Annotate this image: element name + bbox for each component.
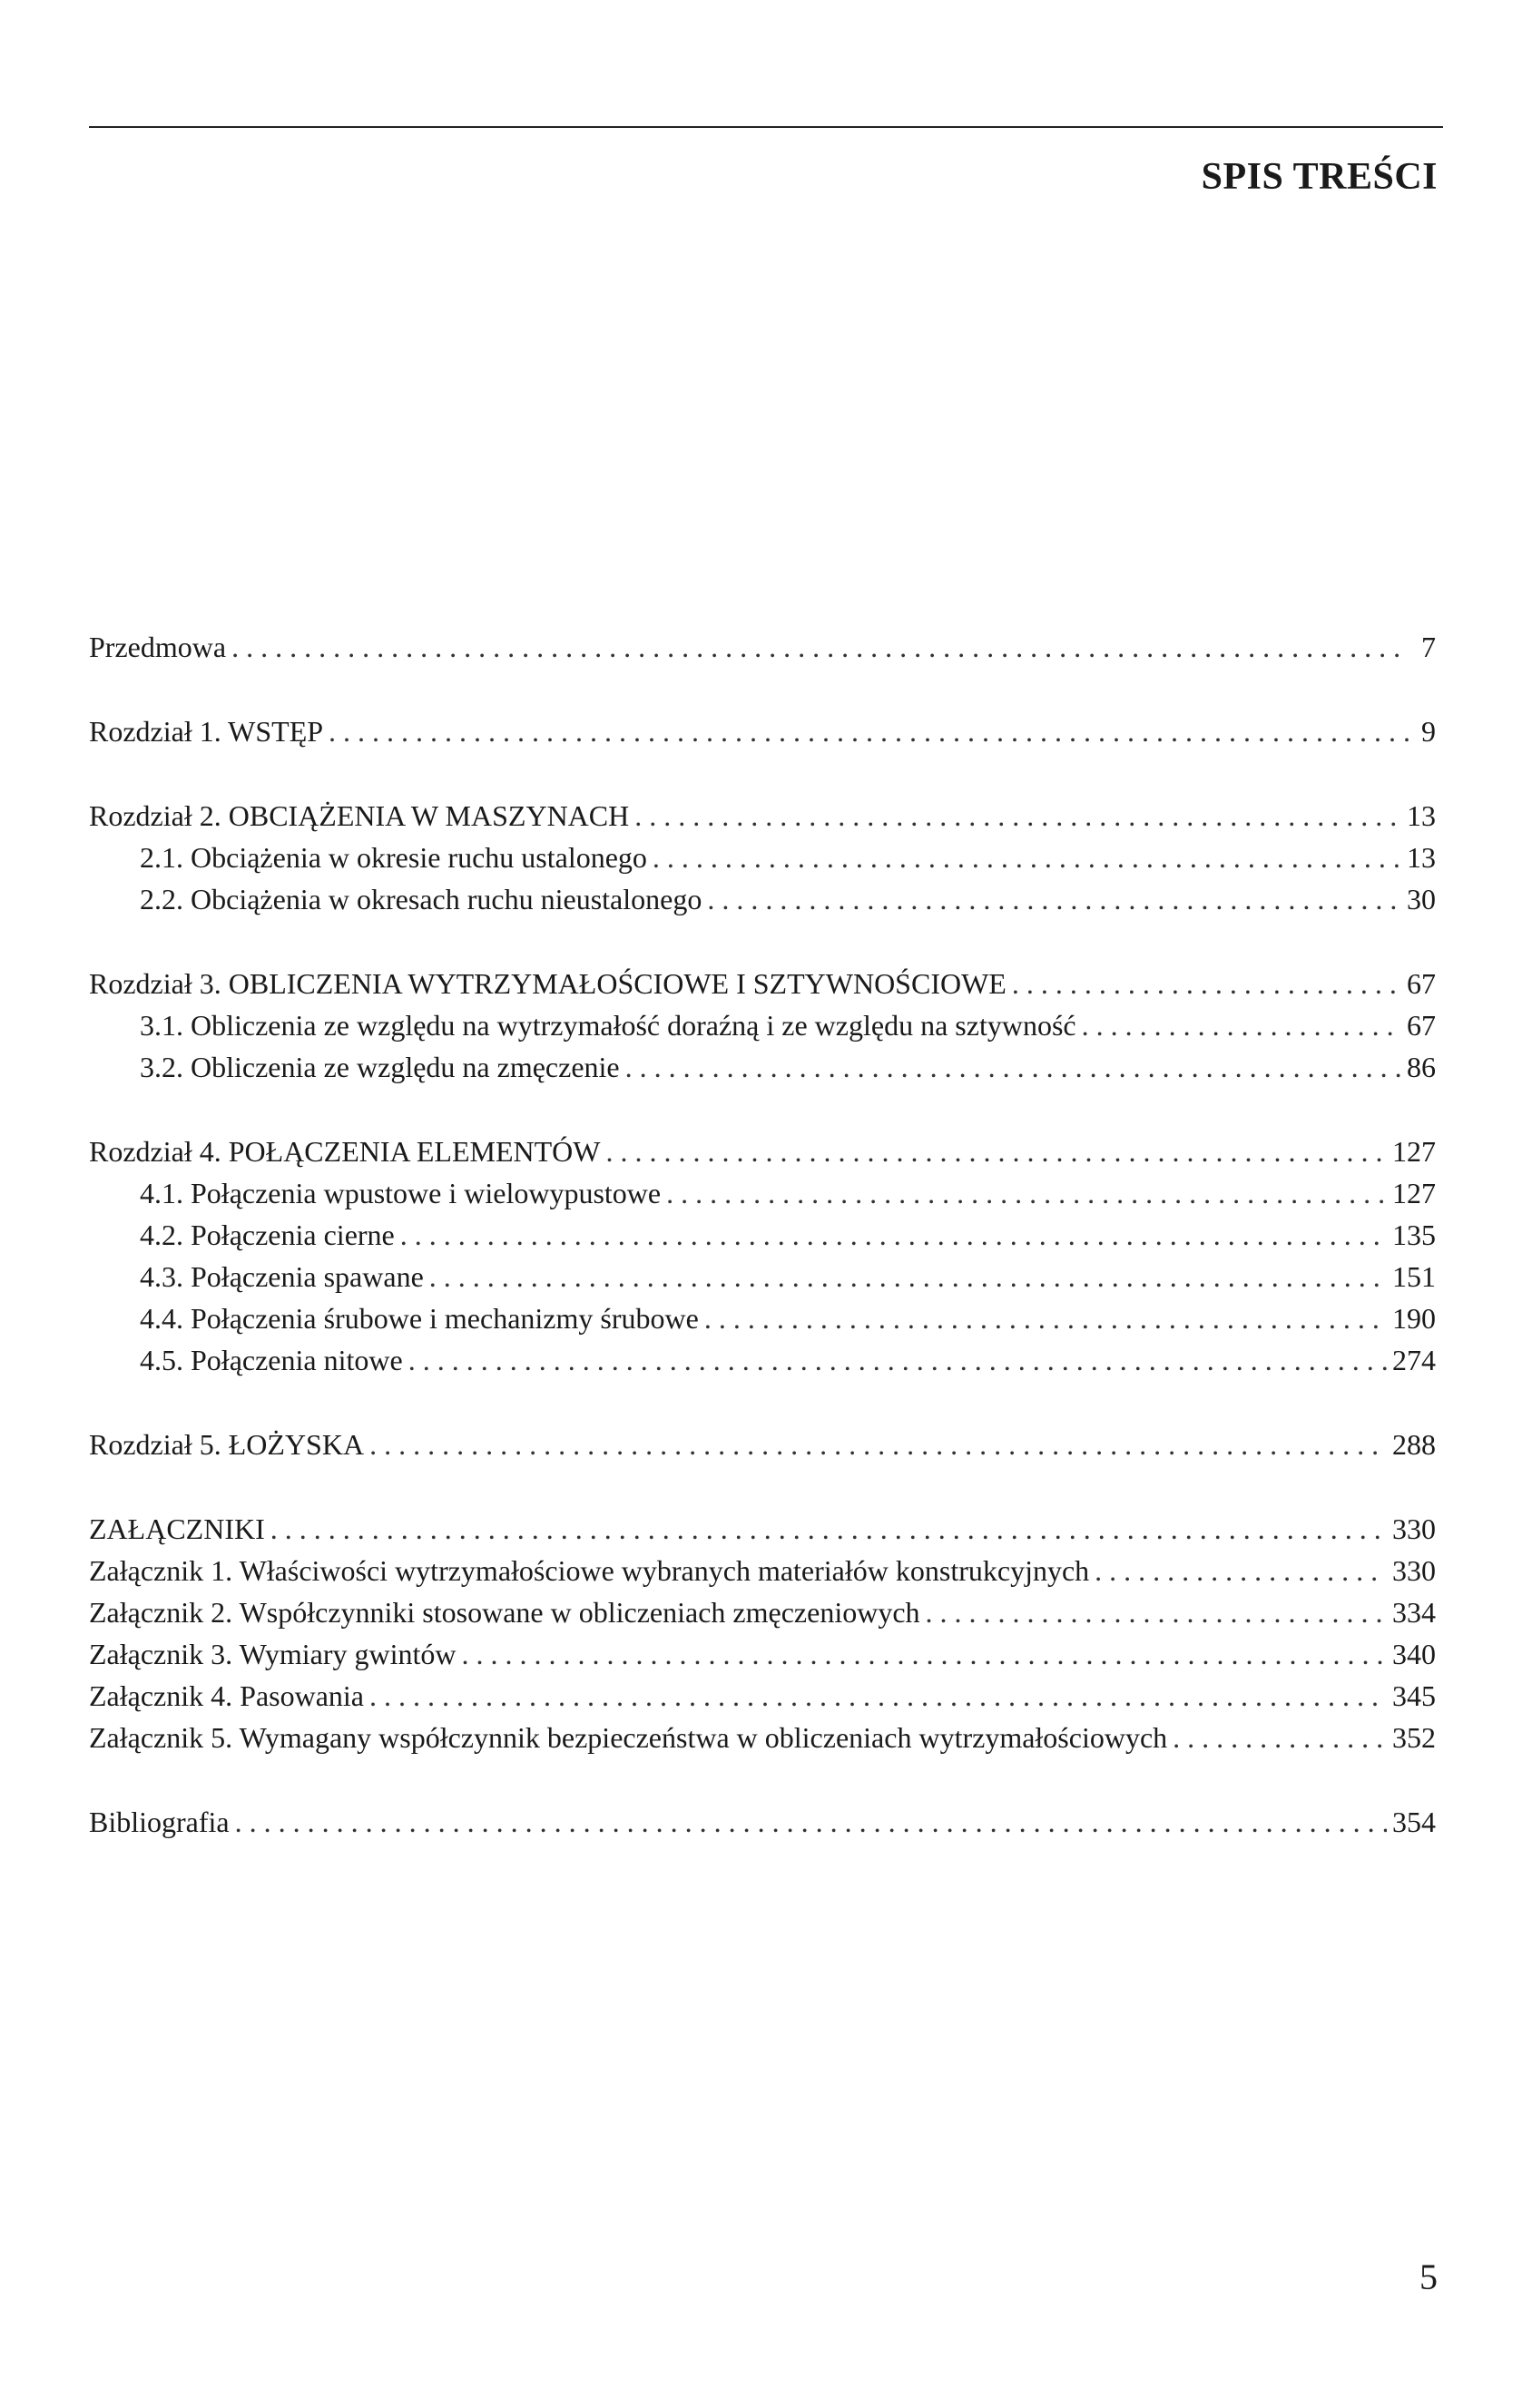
toc-group <box>89 1424 1436 1465</box>
toc-entry-page: 190 <box>1392 1302 1436 1335</box>
toc-entry-label: Rozdział 5. ŁOŻYSKA <box>89 1428 365 1461</box>
toc-entry-label: Przedmowa <box>89 631 227 663</box>
toc-entry <box>89 710 1436 752</box>
toc-entry-page: 340 <box>1392 1638 1436 1670</box>
toc-subentry <box>89 837 1436 878</box>
toc-entry-page: 30 <box>1407 883 1436 915</box>
toc-entry-page: 127 <box>1392 1177 1436 1209</box>
dot-leader <box>461 1633 1387 1675</box>
dot-leader <box>429 1256 1387 1297</box>
page-title: SPIS TREŚCI <box>1201 156 1438 198</box>
toc-entry-page: 86 <box>1407 1051 1436 1083</box>
toc-entry <box>89 1131 1436 1172</box>
dot-leader <box>408 1339 1387 1381</box>
dot-leader <box>400 1214 1387 1256</box>
toc-entry-page: 288 <box>1392 1428 1436 1461</box>
toc-group <box>89 963 1436 1088</box>
toc-entry <box>89 1550 1436 1591</box>
toc-entry <box>89 626 1436 668</box>
toc-entry-label: Rozdział 2. OBCIĄŻENIA W MASZYNACH <box>89 799 630 832</box>
toc-entry-label: ZAŁĄCZNIKI <box>89 1512 265 1545</box>
toc-entry-page: 67 <box>1407 967 1436 1000</box>
dot-leader <box>625 1046 1401 1088</box>
dot-leader <box>270 1508 1387 1550</box>
toc-entry-label: Bibliografia <box>89 1806 230 1838</box>
toc-entry-label: Rozdział 3. OBLICZENIA WYTRZYMAŁOŚCIOWE I SZTYWNOŚCIOWE <box>89 967 1007 1000</box>
dot-leader <box>707 878 1401 920</box>
toc-entry-page: 67 <box>1407 1009 1436 1042</box>
toc-entry-label: Załącznik 5. Wymagany współczynnik bezpieczeństwa w obliczeniach wytrzymałościowych <box>89 1721 1168 1754</box>
toc-subentry <box>89 1172 1436 1214</box>
toc-subentry <box>89 1297 1436 1339</box>
toc-entry-label: 4.2. Połączenia cierne <box>140 1219 395 1251</box>
toc-entry-label: 2.2. Obciążenia w okresach ruchu nieustalonego <box>140 883 702 915</box>
toc-subentry <box>89 1214 1436 1256</box>
dot-leader <box>369 1675 1387 1717</box>
toc-entry <box>89 1591 1436 1633</box>
table-of-contents <box>89 626 1436 1843</box>
toc-entry-label: 4.3. Połączenia spawane <box>140 1260 424 1293</box>
toc-entry-page: 127 <box>1392 1135 1436 1168</box>
toc-entry-page: 13 <box>1407 841 1436 874</box>
toc-entry-page: 354 <box>1392 1806 1436 1838</box>
toc-entry <box>89 1508 1436 1550</box>
dot-leader <box>1095 1550 1387 1591</box>
toc-entry <box>89 1675 1436 1717</box>
header-rule <box>89 126 1443 128</box>
toc-entry-page: 330 <box>1392 1554 1436 1587</box>
toc-entry-page: 274 <box>1392 1344 1436 1376</box>
toc-entry-label: Załącznik 1. Właściwości wytrzymałościowe wybranych materiałów konstrukcyjnych <box>89 1554 1090 1587</box>
toc-entry-page: 9 <box>1421 715 1436 748</box>
toc-entry <box>89 1633 1436 1675</box>
toc-subentry <box>89 1256 1436 1297</box>
toc-group <box>89 626 1436 668</box>
toc-entry-page: 330 <box>1392 1512 1436 1545</box>
toc-subentry <box>89 878 1436 920</box>
toc-entry <box>89 1801 1436 1843</box>
toc-entry-label: 3.1. Obliczenia ze względu na wytrzymałość doraźną i ze względu na sztywność <box>140 1009 1076 1042</box>
dot-leader <box>235 1801 1387 1843</box>
toc-entry-label: Załącznik 3. Wymiary gwintów <box>89 1638 457 1670</box>
toc-group <box>89 1801 1436 1843</box>
toc-entry-page: 135 <box>1392 1219 1436 1251</box>
dot-leader <box>369 1424 1387 1465</box>
toc-entry <box>89 795 1436 837</box>
toc-subentry <box>89 1046 1436 1088</box>
toc-entry-page: 13 <box>1407 799 1436 832</box>
toc-entry-label: 3.2. Obliczenia ze względu na zmęczenie <box>140 1051 620 1083</box>
dot-leader <box>653 837 1401 878</box>
toc-group <box>89 1508 1436 1758</box>
toc-entry-label: Rozdział 1. WSTĘP <box>89 715 324 748</box>
page-number: 5 <box>1419 2256 1438 2297</box>
toc-entry <box>89 1717 1436 1758</box>
toc-entry-label: 2.1. Obciążenia w okresie ruchu ustalonego <box>140 841 647 874</box>
toc-subentry <box>89 1339 1436 1381</box>
toc-group <box>89 795 1436 920</box>
dot-leader <box>605 1131 1387 1172</box>
dot-leader <box>1173 1717 1387 1758</box>
toc-group <box>89 710 1436 752</box>
toc-entry-label: Załącznik 2. Współczynniki stosowane w obliczeniach zmęczeniowych <box>89 1596 920 1629</box>
toc-entry-page: 334 <box>1392 1596 1436 1629</box>
dot-leader <box>926 1591 1387 1633</box>
toc-entry-label: 4.5. Połączenia nitowe <box>140 1344 403 1376</box>
toc-entry-page: 345 <box>1392 1679 1436 1712</box>
dot-leader <box>634 795 1401 837</box>
dot-leader <box>704 1297 1387 1339</box>
dot-leader <box>1012 963 1401 1004</box>
toc-entry-label: Załącznik 4. Pasowania <box>89 1679 364 1712</box>
toc-entry-page: 7 <box>1421 631 1436 663</box>
dot-leader <box>1082 1004 1401 1046</box>
dot-leader <box>231 626 1409 668</box>
dot-leader <box>666 1172 1387 1214</box>
toc-group <box>89 1131 1436 1381</box>
toc-entry-page: 352 <box>1392 1721 1436 1754</box>
toc-subentry <box>89 1004 1436 1046</box>
dot-leader <box>329 710 1409 752</box>
toc-entry <box>89 1424 1436 1465</box>
toc-entry-label: 4.4. Połączenia śrubowe i mechanizmy śrubowe <box>140 1302 699 1335</box>
toc-entry <box>89 963 1436 1004</box>
toc-entry-label: Rozdział 4. POŁĄCZENIA ELEMENTÓW <box>89 1135 601 1168</box>
toc-entry-label: 4.1. Połączenia wpustowe i wielowypustowe <box>140 1177 662 1209</box>
toc-entry-page: 151 <box>1392 1260 1436 1293</box>
